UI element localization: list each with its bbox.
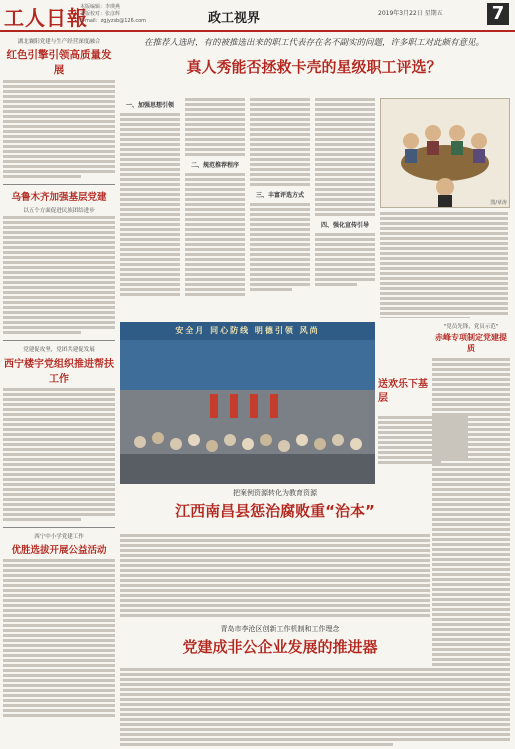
email-line: E-mail：zgjyzsb@126.com: [80, 18, 147, 24]
editorial-cartoon: [380, 98, 510, 208]
left-story-1: [3, 37, 115, 178]
bottom-story-body: [120, 666, 510, 746]
story-headline: 乌鲁木齐加强基层党建: [11, 192, 107, 203]
editor-line: 本版编辑：李瑛燕: [80, 4, 121, 10]
divider: [3, 340, 115, 341]
story-kicker: 湖北襄阳党建与生产经营深度融合: [17, 39, 101, 45]
photo-scene: [120, 322, 375, 484]
masthead: [0, 0, 515, 32]
story-kicker: 以五个方面促进民族团结进步: [23, 208, 95, 214]
story-body: [3, 80, 115, 178]
story-headline: 红色引擎引领高质量发展: [6, 49, 112, 76]
newspaper-logo: 工人日報: [4, 6, 88, 30]
left-story-3: [3, 345, 115, 521]
right-article-body: [380, 210, 508, 318]
left-story-4: [3, 532, 115, 717]
feature-column-2: [185, 96, 245, 296]
story-body: [3, 559, 115, 717]
feature-column-3: [250, 96, 310, 296]
mid-story-headline: 江西南昌县惩治腐败重“治本”: [175, 502, 375, 520]
photo-banner-text: 安全月 同心防线 明德引领 风尚: [120, 322, 375, 340]
proofreader-line: 本版校对：张彦辉: [80, 11, 121, 17]
divider: [3, 184, 115, 185]
bottom-story: [120, 624, 440, 657]
cartoon-illustration: [381, 99, 509, 207]
issue-date: 2019年3月22日 星期五: [378, 10, 443, 17]
story-headline: 西宁楼宇党组织推进帮扶工作: [4, 359, 114, 385]
photo-caption: 送欢乐下基层: [378, 379, 428, 404]
mid-story-kicker: 把案例资源转化为教育资源: [233, 489, 317, 497]
right-story-headline: 赤峰专项制定党建提质: [435, 333, 507, 353]
feature-banner: [120, 36, 508, 77]
bottom-story-kicker: 青岛市李沧区创新工作机制和工作理念: [220, 625, 340, 633]
feature-subhead: 三、丰富评选方式: [255, 192, 304, 199]
section-title: 政工视界: [208, 11, 261, 26]
banner-subtitle: 在推荐人选时，有的被推选出来的职工代表存在名不副实的问题，许多职工对此颇有意见。: [143, 38, 484, 48]
cartoon-credit: 图/章涛: [490, 200, 507, 206]
right-story-kicker: "党员先锋，党员示范": [443, 324, 499, 330]
mid-story: [120, 488, 430, 521]
story-body: [3, 216, 115, 334]
story-kicker: 西宁中小学党建工作: [34, 534, 84, 540]
feature-subhead: 二、规范推荐程序: [190, 162, 239, 169]
feature-column-1: [120, 96, 180, 296]
feature-column-4: [315, 96, 375, 296]
event-photo: [120, 322, 375, 484]
story-body: [3, 388, 115, 521]
masthead-info: [80, 4, 146, 25]
story-kicker: 党建促攻坚，党团共建促发展: [23, 347, 95, 353]
bottom-story-headline: 党建成非公企业发展的推进器: [182, 638, 378, 656]
banner-title: 真人秀能否拯救卡壳的星级职工评选？: [186, 58, 442, 76]
left-story-2: [3, 189, 115, 334]
left-column: [3, 34, 115, 746]
feature-subhead: 一、加强思想引领: [125, 102, 174, 109]
mid-story-body: [120, 532, 430, 618]
feature-subhead: 四、强化宣传引导: [320, 222, 369, 229]
story-headline: 优胜选拔开展公益活动: [11, 545, 107, 556]
divider: [3, 527, 115, 528]
page-number: 7: [487, 3, 509, 25]
